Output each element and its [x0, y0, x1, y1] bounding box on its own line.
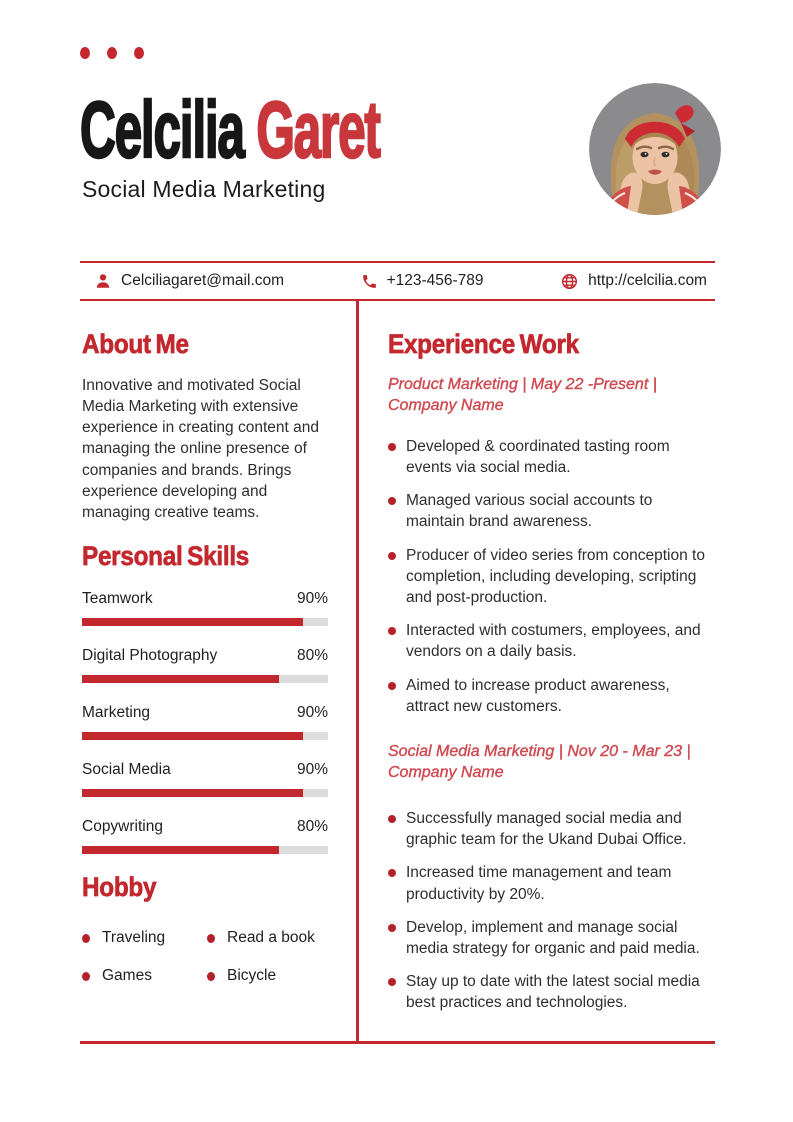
column-divider — [356, 301, 359, 1042]
skill-bar-fill — [82, 618, 303, 626]
skill-label: Digital Photography — [82, 646, 218, 664]
globe-icon — [560, 272, 579, 291]
hobby-label: Traveling — [102, 929, 166, 947]
phone-value: +123-456-789 — [386, 272, 484, 289]
phone-icon — [361, 273, 378, 290]
bullet-icon — [388, 978, 396, 986]
skill-bar-track — [82, 789, 328, 797]
experience-bullet — [388, 675, 715, 717]
skill-bar-fill — [82, 675, 279, 683]
bullet-text: Successfully managed social media and graphic team for the Ukand Dubai Office. — [406, 809, 687, 849]
bullet-text: Develop, implement and manage social media strategy for organic and paid media. — [406, 918, 700, 957]
skill-bar-fill — [82, 846, 279, 854]
skill-bar-track — [82, 618, 328, 626]
skill-label: Marketing — [82, 703, 151, 721]
skills-list — [82, 588, 328, 854]
bullet-icon — [388, 497, 396, 505]
skill-row — [82, 645, 328, 683]
dot-icon — [107, 47, 117, 59]
job-subtitle: Social Media Marketing — [82, 176, 326, 202]
bullet-text: Developed & coordinated tasting room events via social media. — [406, 437, 670, 476]
bullet-text: Interacted with costumers, employees, and vendors on a daily basis. — [406, 622, 701, 661]
hobby-label: Games — [102, 967, 152, 985]
skills-heading: Personal Skills — [82, 541, 250, 572]
contact-bar — [80, 261, 715, 301]
about-text: Innovative and motivated Social Media Marketing with extensive experience in creating content and managing the online presence of companies and brands. Brings experience developing and managing creative teams. — [82, 376, 319, 521]
bullet-text: Aimed to increase product awareness, attract new customers. — [406, 676, 670, 715]
bullet-icon — [388, 815, 396, 823]
hobby-item — [207, 929, 328, 947]
bullet-icon — [388, 552, 396, 560]
contact-email — [94, 272, 284, 290]
bullet-text: Managed various social accounts to maintain brand awareness. — [406, 492, 653, 531]
right-column — [388, 330, 715, 1026]
hobby-heading: Hobby — [82, 871, 157, 902]
portrait-illustration — [589, 83, 721, 215]
contact-phone — [361, 272, 484, 290]
hobby-item — [207, 967, 328, 985]
bullet-icon — [388, 443, 396, 451]
job-title: Product Marketing | May 22 -Present | Company Name — [388, 375, 657, 415]
contact-website — [560, 272, 707, 291]
bullet-icon — [207, 972, 215, 981]
experience-bullet — [388, 808, 715, 850]
skill-percent: 90% — [296, 760, 328, 778]
dot-icon — [80, 47, 90, 59]
bullet-text: Increased time management and team productivity by 20%. — [406, 864, 672, 903]
hobby-list — [82, 929, 328, 985]
hobby-item — [82, 967, 207, 985]
hobby-label: Read a book — [227, 929, 315, 947]
skill-row — [82, 759, 328, 797]
skill-bar-track — [82, 675, 328, 683]
person-name — [80, 85, 380, 174]
experience-bullet — [388, 490, 715, 532]
skill-percent: 80% — [296, 817, 328, 835]
bullet-icon — [207, 934, 215, 943]
bullet-icon — [388, 627, 396, 635]
bullet-text: Stay up to date with the latest social media best practices and technologies. — [406, 973, 700, 1012]
bullet-icon — [388, 682, 396, 690]
experience-bullet — [388, 917, 715, 959]
job-title: Social Media Marketing | Nov 20 - Mar 23 | Company Name — [388, 742, 691, 782]
skill-percent: 80% — [296, 646, 328, 664]
experience-heading: Experience Work — [388, 329, 579, 359]
hobby-item — [82, 929, 207, 947]
left-column — [82, 330, 328, 985]
decorative-dots — [80, 47, 144, 59]
skill-row — [82, 816, 328, 854]
skill-bar-fill — [82, 732, 303, 740]
profile-photo — [589, 83, 721, 215]
hobby-label: Bicycle — [227, 967, 277, 985]
job-bullets — [388, 808, 715, 1014]
last-name: Garet — [256, 85, 380, 174]
bullet-icon — [82, 972, 90, 981]
email-value: Celciliagaret@mail.com — [121, 272, 285, 289]
website-value: http://celcilia.com — [588, 272, 707, 289]
skill-bar-fill — [82, 789, 303, 797]
experience-bullet — [388, 620, 715, 662]
bullet-icon — [82, 934, 90, 943]
skill-label: Teamwork — [82, 589, 153, 607]
skill-row — [82, 702, 328, 740]
experience-bullet — [388, 862, 715, 904]
bullet-icon — [388, 924, 396, 932]
person-icon — [94, 272, 112, 290]
skill-label: Social Media — [82, 760, 171, 778]
job-bullets — [388, 436, 715, 717]
skill-label: Copywriting — [82, 817, 163, 835]
footer-rule — [80, 1041, 715, 1044]
skill-bar-track — [82, 732, 328, 740]
dot-icon — [134, 47, 144, 59]
experience-bullet — [388, 971, 715, 1013]
first-name: Celcilia — [80, 85, 244, 174]
bullet-icon — [388, 869, 396, 877]
skill-percent: 90% — [296, 703, 328, 721]
bullet-text: Producer of video series from conception to completion, including developing, scripting and post-production. — [406, 546, 705, 606]
skill-percent: 90% — [296, 589, 328, 607]
skill-row — [82, 588, 328, 626]
skill-bar-track — [82, 846, 328, 854]
experience-bullet — [388, 545, 715, 609]
about-heading: About Me — [82, 329, 189, 359]
experience-bullet — [388, 436, 715, 478]
